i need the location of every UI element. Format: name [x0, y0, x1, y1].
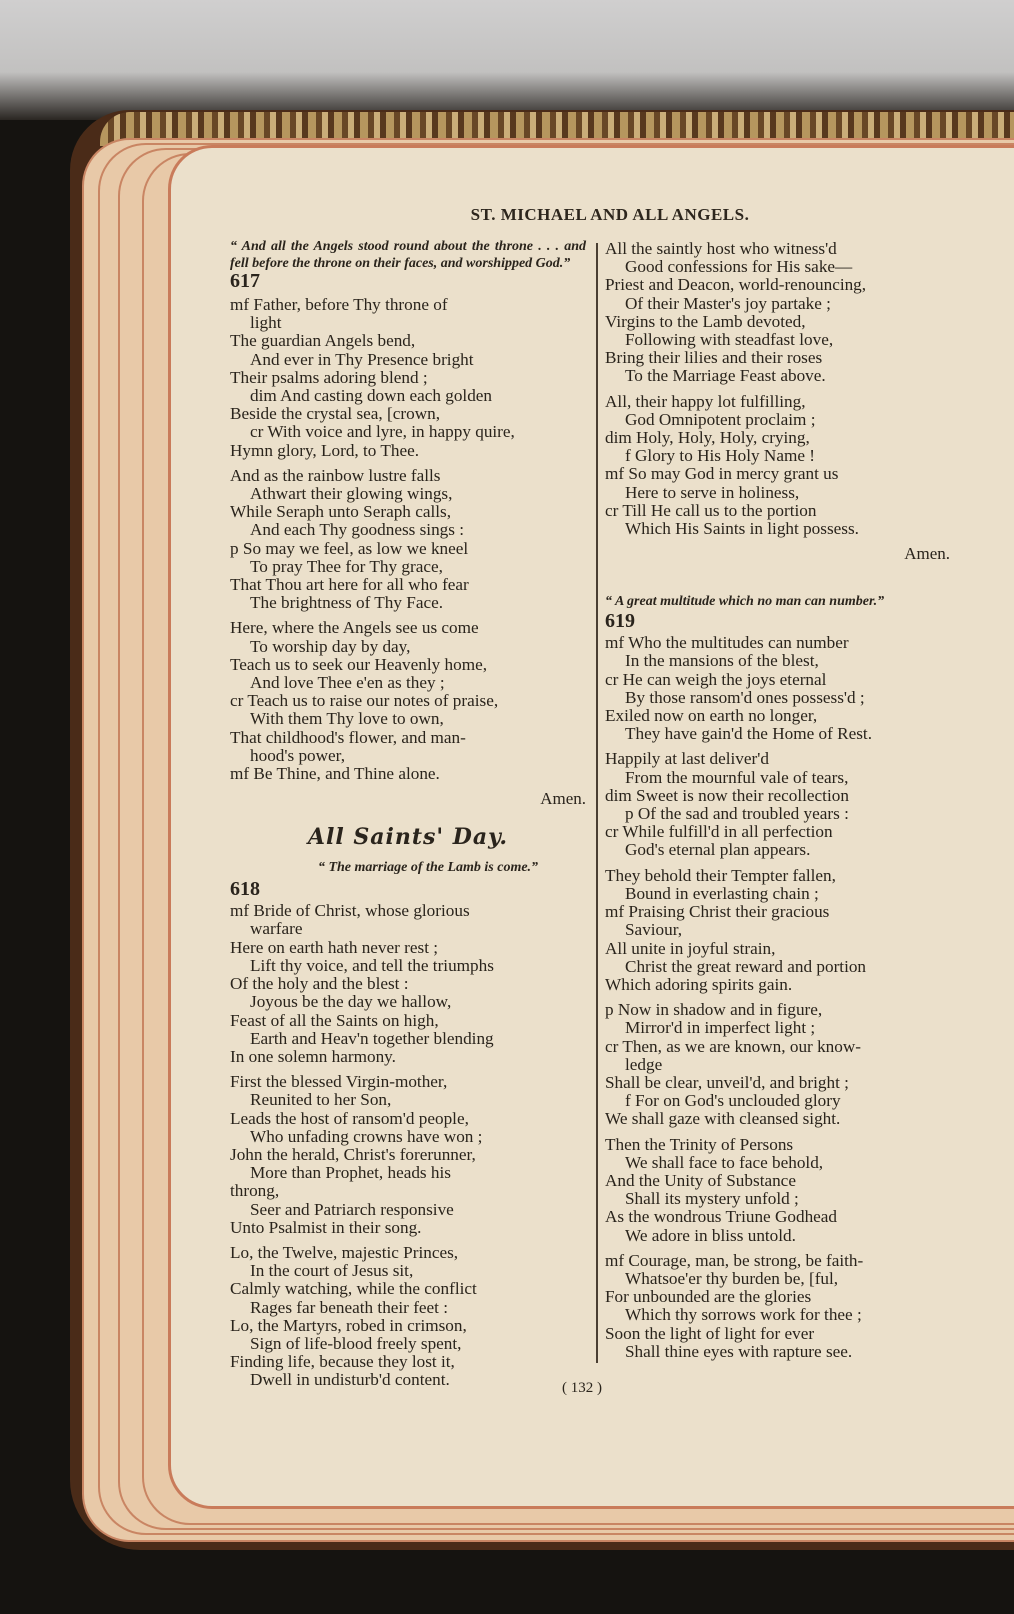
verse-line: mf Bride of Christ, whose glorious: [230, 901, 470, 921]
verse-line: In the mansions of the blest,: [625, 651, 819, 671]
background-top: [0, 0, 1014, 120]
verse-line: We shall gaze with cleansed sight.: [605, 1109, 841, 1129]
stanza: [230, 467, 586, 613]
verse-line: mf Praising Christ their gracious: [605, 902, 830, 922]
verse-line: f Glory to His Holy Name !: [625, 446, 815, 466]
stanza: [230, 902, 586, 1066]
verse-line: Lift thy voice, and tell the triumphs: [250, 955, 494, 975]
verse-line: Of their Master's joy partake ;: [625, 293, 831, 313]
verse-line: To pray Thee for Thy grace,: [250, 556, 443, 576]
hymn-618-epigraph: “ The marriage of the Lamb is come.”: [317, 860, 539, 876]
stanza: [605, 750, 950, 859]
verse-line: From the mournful vale of tears,: [625, 767, 849, 787]
verse-line: Which adoring spirits gain.: [605, 974, 793, 994]
verse-line: Of the holy and the blest :: [230, 974, 409, 994]
verse-line: Virgins to the Lamb devoted,: [605, 311, 806, 331]
hymn-618-amen: Amen.: [904, 544, 950, 564]
verse-line: The brightness of Thy Face.: [250, 593, 443, 613]
verse-line: dim Sweet is now their recollection: [605, 785, 849, 805]
left-column: [230, 238, 586, 1397]
column-divider: [596, 243, 598, 1363]
verse-line: Shall be clear, unveil'd, and bright ;: [605, 1072, 849, 1092]
verse-line: Here to serve in holiness,: [625, 482, 800, 502]
running-head: ST. MICHAEL AND ALL ANGELS.: [470, 205, 750, 224]
verse-line: God Omnipotent proclaim ;: [625, 409, 816, 429]
verse-line: cr He can weigh the joys eternal: [605, 669, 827, 689]
verse-line: To worship day by day,: [250, 636, 411, 656]
verse-line: cr While fulfill'd in all perfection: [605, 822, 833, 842]
verse-line: cr With voice and lyre, in happy quire,: [250, 422, 515, 442]
verse-line: Saviour,: [625, 920, 683, 940]
verse-line: While Seraph unto Seraph calls,: [230, 502, 451, 522]
verse-line: And ever in Thy Presence bright: [250, 349, 474, 369]
verse-line: cr Then, as we are known, our know-: [605, 1036, 861, 1056]
verse-line: We adore in bliss untold.: [625, 1225, 796, 1245]
verse-line: John the herald, Christ's forerunner,: [230, 1144, 476, 1164]
verse-line: mf Who the multitudes can number: [605, 633, 849, 653]
stanza: [605, 867, 950, 994]
verse-line: Sign of life-blood freely spent,: [250, 1333, 462, 1353]
stanza: [605, 1252, 950, 1361]
stanza: [605, 1001, 950, 1128]
hymn-617-epigraph: “ And all the Angels stood round about the throne . . . and fell before the throne on their faces, and worshipped God.”: [230, 239, 586, 271]
section-title: All Saints' Day.: [307, 824, 509, 851]
verse-line: throng,: [230, 1181, 280, 1201]
hymn-618-number: 618: [230, 878, 260, 901]
hymn-619-number: 619: [605, 610, 635, 633]
verse-line: ledge: [625, 1054, 663, 1074]
verse-line: All the saintly host who witness'd: [605, 239, 837, 258]
verse-line: Joyous be the day we hallow,: [250, 992, 452, 1012]
verse-line: mf Father, before Thy throne of: [230, 295, 448, 314]
verse-line: Then the Trinity of Persons: [605, 1134, 794, 1154]
verse-line: In the court of Jesus sit,: [250, 1261, 414, 1281]
verse-line: p Of the sad and troubled years :: [625, 804, 849, 824]
verse-line: Good confessions for His sake—: [625, 257, 853, 277]
verse-line: That childhood's flower, and man-: [230, 727, 466, 747]
verse-line: Dwell in undisturb'd content.: [250, 1370, 450, 1390]
verse-line: p Now in shadow and in figure,: [605, 1000, 823, 1020]
verse-line: cr Teach us to raise our notes of praise,: [230, 691, 499, 711]
verse-line: Lo, the Martyrs, robed in crimson,: [230, 1315, 467, 1335]
hymn-618-text: [230, 902, 586, 1389]
verse-line: dim Holy, Holy, Holy, crying,: [605, 428, 810, 448]
verse-line: Unto Psalmist in their song.: [230, 1217, 422, 1237]
verse-line: dim And casting down each golden: [250, 386, 493, 406]
verse-line: Soon the light of light for ever: [605, 1323, 815, 1343]
verse-line: warfare: [250, 919, 303, 939]
verse-line: We shall face to face behold,: [625, 1152, 824, 1172]
hymn-617-text: [230, 296, 586, 783]
verse-line: mf Courage, man, be strong, be faith-: [605, 1250, 864, 1270]
verse-line: p So may we feel, as low we kneel: [230, 538, 469, 558]
verse-line: cr Till He call us to the portion: [605, 500, 817, 520]
verse-line: With them Thy love to own,: [250, 709, 444, 729]
verse-line: More than Prophet, heads his: [250, 1163, 451, 1183]
verse-line: Mirror'd in imperfect light ;: [625, 1018, 816, 1038]
verse-line: Shall thine eyes with rapture see.: [625, 1341, 853, 1361]
verse-line: Athwart their glowing wings,: [250, 484, 453, 504]
verse-line: Here, where the Angels see us come: [230, 618, 479, 638]
verse-line: And the Unity of Substance: [605, 1170, 796, 1190]
verse-line: They behold their Tempter fallen,: [605, 865, 836, 885]
verse-line: The guardian Angels bend,: [230, 331, 416, 351]
verse-line: Their psalms adoring blend ;: [230, 367, 428, 387]
stanza: [605, 1136, 950, 1245]
hymn-618-continued: [605, 240, 950, 538]
verse-line: And love Thee e'en as they ;: [250, 673, 445, 693]
stanza: [605, 393, 950, 539]
verse-line: hood's power,: [250, 745, 346, 765]
verse-line: That Thou art here for all who fear: [230, 575, 469, 595]
verse-line: All, their happy lot fulfilling,: [605, 391, 806, 411]
hymn-617-number: 617: [230, 270, 260, 292]
stanza: [605, 240, 950, 386]
verse-line: mf So may God in mercy grant us: [605, 464, 839, 484]
verse-line: Lo, the Twelve, majestic Princes,: [230, 1242, 459, 1262]
verse-line: For unbounded are the glories: [605, 1287, 812, 1307]
verse-line: First the blessed Virgin-mother,: [230, 1072, 448, 1092]
verse-line: By those ransom'd ones possess'd ;: [625, 687, 865, 707]
stanza: [230, 619, 586, 783]
verse-line: God's eternal plan appears.: [625, 840, 811, 860]
stanza: [605, 634, 950, 743]
verse-line: And each Thy goodness sings :: [250, 520, 465, 540]
verse-line: Rages far beneath their feet :: [250, 1297, 449, 1317]
verse-line: Reunited to her Son,: [250, 1090, 392, 1110]
verse-line: Leads the host of ransom'd people,: [230, 1108, 469, 1128]
verse-line: Following with steadfast love,: [625, 330, 834, 350]
hymn-617-header: [230, 238, 586, 292]
verse-line: Here on earth hath never rest ;: [230, 937, 439, 957]
verse-line: As the wondrous Triune Godhead: [605, 1207, 838, 1227]
stanza: [230, 296, 586, 460]
verse-line: Feast of all the Saints on high,: [230, 1010, 439, 1030]
verse-line: Beside the crystal sea, [crown,: [230, 404, 440, 424]
verse-line: They have gain'd the Home of Rest.: [625, 724, 872, 744]
verse-line: All unite in joyful strain,: [605, 938, 776, 958]
verse-line: Which thy sorrows work for thee ;: [625, 1305, 862, 1325]
verse-line: Calmly watching, while the conflict: [230, 1279, 477, 1299]
verse-line: Priest and Deacon, world-renouncing,: [605, 275, 867, 295]
verse-line: Exiled now on earth no longer,: [605, 706, 818, 726]
right-column: [605, 240, 950, 1368]
verse-line: mf Be Thine, and Thine alone.: [230, 764, 440, 784]
hymn-619-text: [605, 634, 950, 1361]
verse-line: Seer and Patriarch responsive: [250, 1199, 454, 1219]
verse-line: Teach us to seek our Heavenly home,: [230, 654, 487, 674]
stanza: [230, 1073, 586, 1237]
verse-line: Shall its mystery unfold ;: [625, 1189, 799, 1209]
verse-line: f For on God's unclouded glory: [625, 1091, 841, 1111]
verse-line: Earth and Heav'n together blending: [250, 1028, 494, 1048]
verse-line: Bring their lilies and their roses: [605, 348, 823, 368]
verse-line: Happily at last deliver'd: [605, 749, 769, 769]
verse-line: Who unfading crowns have won ;: [250, 1126, 483, 1146]
hymn-619-epigraph: “ A great multitude which no man can number.”: [605, 594, 885, 610]
verse-line: light: [250, 313, 282, 333]
verse-line: In one solemn harmony.: [230, 1046, 396, 1066]
stanza: [230, 1244, 586, 1390]
verse-line: To the Marriage Feast above.: [625, 366, 826, 386]
verse-line: Which His Saints in light possess.: [625, 519, 859, 539]
verse-line: And as the rainbow lustre falls: [230, 465, 441, 485]
verse-line: Bound in everlasting chain ;: [625, 883, 819, 903]
verse-line: Finding life, because they lost it,: [230, 1352, 455, 1372]
page-number: ( 132 ): [562, 1380, 602, 1396]
verse-line: Whatsoe'er thy burden be, [ful,: [625, 1268, 839, 1288]
verse-line: Christ the great reward and portion: [625, 956, 867, 976]
hymn-617-amen: Amen.: [540, 789, 586, 809]
verse-line: Hymn glory, Lord, to Thee.: [230, 440, 420, 460]
